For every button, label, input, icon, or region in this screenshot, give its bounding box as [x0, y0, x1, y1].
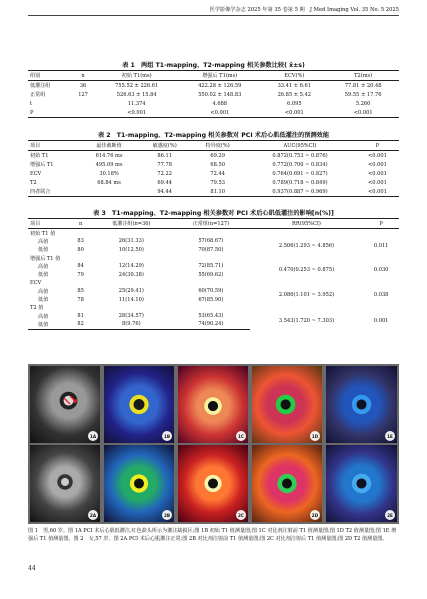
table-cell: 高值: [38, 263, 49, 270]
table-cell: 33.41 ± 6.61: [277, 82, 311, 89]
table-cell: T2 值: [30, 305, 44, 312]
table-cell: 28(34.57): [118, 313, 144, 320]
table-row: [28, 287, 399, 295]
table-cell: 低值: [28, 320, 71, 329]
table-cell: [80, 187, 138, 197]
panel-label: 2B: [162, 510, 172, 520]
table-cell: 6.095: [286, 100, 302, 107]
table-cell: 26(31.33): [118, 238, 144, 245]
table-cell: 3.543(1.720 ~ 7.303): [278, 317, 335, 324]
table-cell: 72(85.71): [198, 263, 224, 270]
table-cell: 495.09 ms: [95, 161, 123, 168]
table-cell: 77.81 ± 20.48: [344, 82, 382, 89]
column-header: P: [356, 141, 399, 151]
table2-caption: 表 2 T1-mapping、T2-mapping 相关参数对 PCI 术后心肌低灌注的预测效能: [97, 132, 330, 139]
table-cell: ECV: [30, 170, 42, 177]
panel-label: 2D: [310, 510, 320, 520]
table-cell: 79.53: [210, 179, 225, 186]
panel-1a: [30, 366, 100, 443]
column-header: 正常组(n=127): [172, 219, 250, 229]
table-cell: 低值: [38, 297, 49, 304]
table-cell: 57(68.67): [198, 238, 224, 245]
header-row: [28, 141, 399, 151]
table-cell: 26.85 ± 5.42: [277, 91, 311, 98]
table1: [28, 70, 399, 118]
column-header: RR(95%CI): [250, 219, 364, 229]
table-cell: 69.44: [157, 179, 172, 186]
table-cell: 60(70.59): [198, 288, 224, 295]
group-row: [28, 229, 399, 238]
table-cell: <0.001: [95, 108, 178, 118]
header-row: [28, 71, 399, 81]
table-cell: 82: [71, 320, 91, 329]
table-cell: <0.001: [356, 187, 399, 197]
table-cell: 127: [78, 91, 88, 98]
table-cell: 0.470(0.253 ~ 0.875): [278, 267, 335, 274]
column-header: ECV(%): [261, 71, 327, 81]
table-cell: 24(30.38): [118, 271, 144, 278]
table-cell: 0.764(0.691 ~ 0.827): [272, 170, 328, 177]
table-cell: 422.28 ± 126.59: [198, 82, 242, 89]
table-cell: 30.18%: [99, 170, 119, 177]
table-row: [28, 160, 399, 169]
table-cell: 59.55 ± 17.76: [344, 91, 382, 98]
column-header: 最佳截断值: [80, 141, 138, 151]
panel-2c: [178, 445, 248, 522]
table-row: [28, 262, 399, 270]
table-cell: 81.10: [191, 187, 244, 197]
panel-label: 2E: [385, 510, 395, 520]
table3: [28, 218, 399, 330]
table-cell: 正常组: [30, 92, 46, 98]
table1-caption: 表 1 两组 T1-mapping、T2-mapping 相关参数比较( x̄±s): [122, 62, 305, 69]
table-cell: 0.001: [373, 317, 389, 324]
table-cell: <0.001: [368, 161, 387, 168]
table-cell: 增强后 T1 值: [30, 255, 61, 262]
table-cell: [71, 99, 95, 108]
column-header: n: [71, 219, 91, 229]
table-cell: T2: [30, 179, 37, 186]
table-cell: 79: [77, 271, 84, 278]
column-header: 特异度(%): [191, 141, 244, 151]
table-cell: 83: [77, 238, 84, 245]
table-cell: 68.84 ms: [97, 179, 121, 186]
table-cell: <0.001: [327, 108, 399, 118]
table-cell: 11.374: [127, 100, 146, 107]
group-row: [28, 254, 399, 262]
table-cell: 53(65.43): [198, 313, 224, 320]
figure-caption: 图 1 男,60 岁。图 1A PCI 术后心肌低灌注,红色箭头所示为灌注缺损区;图 1B 初始 T1 值测量图;图 1C 对比剂注射前 T1 值测量图;图 1D T2 值测量图;图 1E 增强后 T1 值测量图。图 2 女,57 岁。图 2A PCI 术后心肌灌注正常;图 2B 对比剂注射前 T1 值测量图;图 2C 对比剂注射后 T1 值测量图;图 2D T2 值测量图。: [28, 528, 397, 543]
table-cell: 614.76 ms: [95, 152, 123, 159]
group-row: [28, 279, 399, 287]
table-cell: P: [28, 108, 71, 118]
table-cell: 0.937(0.887 ~ 0.969): [244, 187, 356, 197]
panel-label: 2C: [236, 510, 246, 520]
table-cell: 72.44: [210, 170, 225, 177]
table-row: [28, 81, 399, 91]
panel-2e: [326, 445, 397, 522]
table-row: [28, 169, 399, 178]
column-header: AUC(95%CI): [244, 141, 356, 151]
table-cell: 10(12.50): [118, 246, 144, 253]
panel-label: 2A: [88, 510, 98, 520]
table-cell: 12(14.29): [118, 263, 144, 270]
table-cell: 81: [77, 313, 84, 320]
column-header: 低灌注组(n=36): [91, 219, 172, 229]
table-row: [28, 187, 399, 197]
table-cell: 5.260: [355, 100, 371, 107]
table-cell: 0.789(0.718 ~ 0.849): [272, 179, 328, 186]
table-cell: 526.63 ± 15.84: [116, 91, 157, 98]
panel-label: 1E: [385, 431, 395, 441]
table-cell: 11(14.10): [118, 296, 144, 303]
panel-label: 1A: [88, 431, 98, 441]
table-cell: 高值: [38, 313, 49, 320]
table-cell: 550.02 ± 148.83: [198, 91, 242, 98]
table-row: [28, 237, 399, 245]
table-cell: <0.001: [368, 179, 387, 186]
table-cell: <0.001: [178, 108, 261, 118]
column-header: P: [363, 219, 399, 229]
table-cell: [71, 108, 95, 118]
mri-figure: [28, 364, 399, 524]
table-cell: 0.011: [373, 242, 389, 249]
table-row: [28, 151, 399, 161]
table-cell: 四者联合: [28, 187, 80, 197]
table-cell: 77.78: [157, 161, 172, 168]
column-header: n: [71, 71, 95, 81]
table-cell: 84: [77, 263, 84, 270]
table-cell: 8(9.76): [91, 320, 172, 329]
table-cell: 低值: [38, 272, 49, 279]
table-cell: 0.030: [373, 267, 389, 274]
table-row: [28, 312, 399, 320]
table3-caption: 表 3 T1-mapping、T2-mapping 相关参数对 PCI 术后心肌低灌注的影响[n(%)]: [93, 210, 334, 217]
table-cell: 0.772(0.700 ~ 0.834): [272, 161, 328, 168]
panel-2d: [252, 445, 322, 522]
table-cell: 2.086(1.101 ~ 3.952): [278, 292, 335, 299]
table-cell: 初始 T1: [30, 153, 49, 159]
table-cell: 74(90.24): [172, 320, 250, 329]
table-cell: 94.44: [138, 187, 191, 197]
panel-2a: [30, 445, 100, 522]
table-cell: <0.001: [368, 170, 387, 177]
column-header: 初始 T1(ms): [95, 71, 178, 81]
table-cell: 78: [77, 296, 84, 303]
table-cell: 增强后 T1: [30, 162, 54, 168]
table-cell: 2.506(1.293 ~ 4.856): [278, 242, 335, 249]
table-cell: 755.52 ± 226.61: [115, 82, 159, 89]
panel-1b: [104, 366, 174, 443]
panel-label: 1D: [310, 431, 320, 441]
group-row: [28, 304, 399, 312]
table-cell: 4.688: [212, 100, 228, 107]
table-cell: 69.29: [210, 152, 225, 159]
column-header: 增强后 T1(ms): [178, 71, 261, 81]
table-cell: 高值: [38, 288, 49, 295]
column-header: 项目: [28, 219, 71, 229]
table-row: [28, 99, 399, 108]
running-header: 医学影像学杂志 2025 年第 35 卷第 5 期 J Med Imaging Vol. 35 No. 5 2025: [28, 6, 399, 16]
table-row: [28, 108, 399, 118]
table-cell: 0.038: [373, 292, 389, 299]
panel-label: 1C: [236, 431, 246, 441]
table-cell: 低值: [38, 247, 49, 254]
table-cell: 68.50: [210, 161, 225, 168]
table-cell: 72.22: [157, 170, 172, 177]
column-header: 敏感度(%): [138, 141, 191, 151]
table-cell: 0.872(0.753 ~ 0.876): [272, 152, 328, 159]
table-row: [28, 178, 399, 187]
column-header: 组别: [28, 71, 71, 81]
table-cell: 70(87.50): [198, 246, 224, 253]
table-cell: 85: [77, 288, 84, 295]
panel-1d: [252, 366, 322, 443]
panel-2b: [104, 445, 174, 522]
table-cell: t: [30, 100, 33, 107]
table-cell: 86.11: [157, 152, 172, 159]
table-cell: 高值: [38, 238, 49, 245]
table-cell: 80: [77, 246, 84, 253]
table-cell: 67(85.90): [198, 296, 224, 303]
table-row: [28, 90, 399, 99]
table-cell: <0.001: [261, 108, 327, 118]
table-cell: 低灌注组: [30, 83, 51, 89]
column-header: T2(ms): [327, 71, 399, 81]
panel-1e: [326, 366, 397, 443]
column-header: 项目: [28, 141, 80, 151]
table-cell: ECV: [30, 279, 42, 286]
table-cell: <0.001: [368, 152, 387, 159]
page-number: 44: [28, 565, 36, 572]
table-cell: 36: [79, 82, 87, 89]
table-cell: 初始 T1 值: [30, 230, 56, 237]
panel-label: 1B: [162, 431, 172, 441]
header-row: [28, 219, 399, 229]
table2: [28, 140, 399, 197]
panel-1c: [178, 366, 248, 443]
table-cell: 55(69.62): [198, 271, 224, 278]
table-cell: 25(29.41): [118, 288, 144, 295]
